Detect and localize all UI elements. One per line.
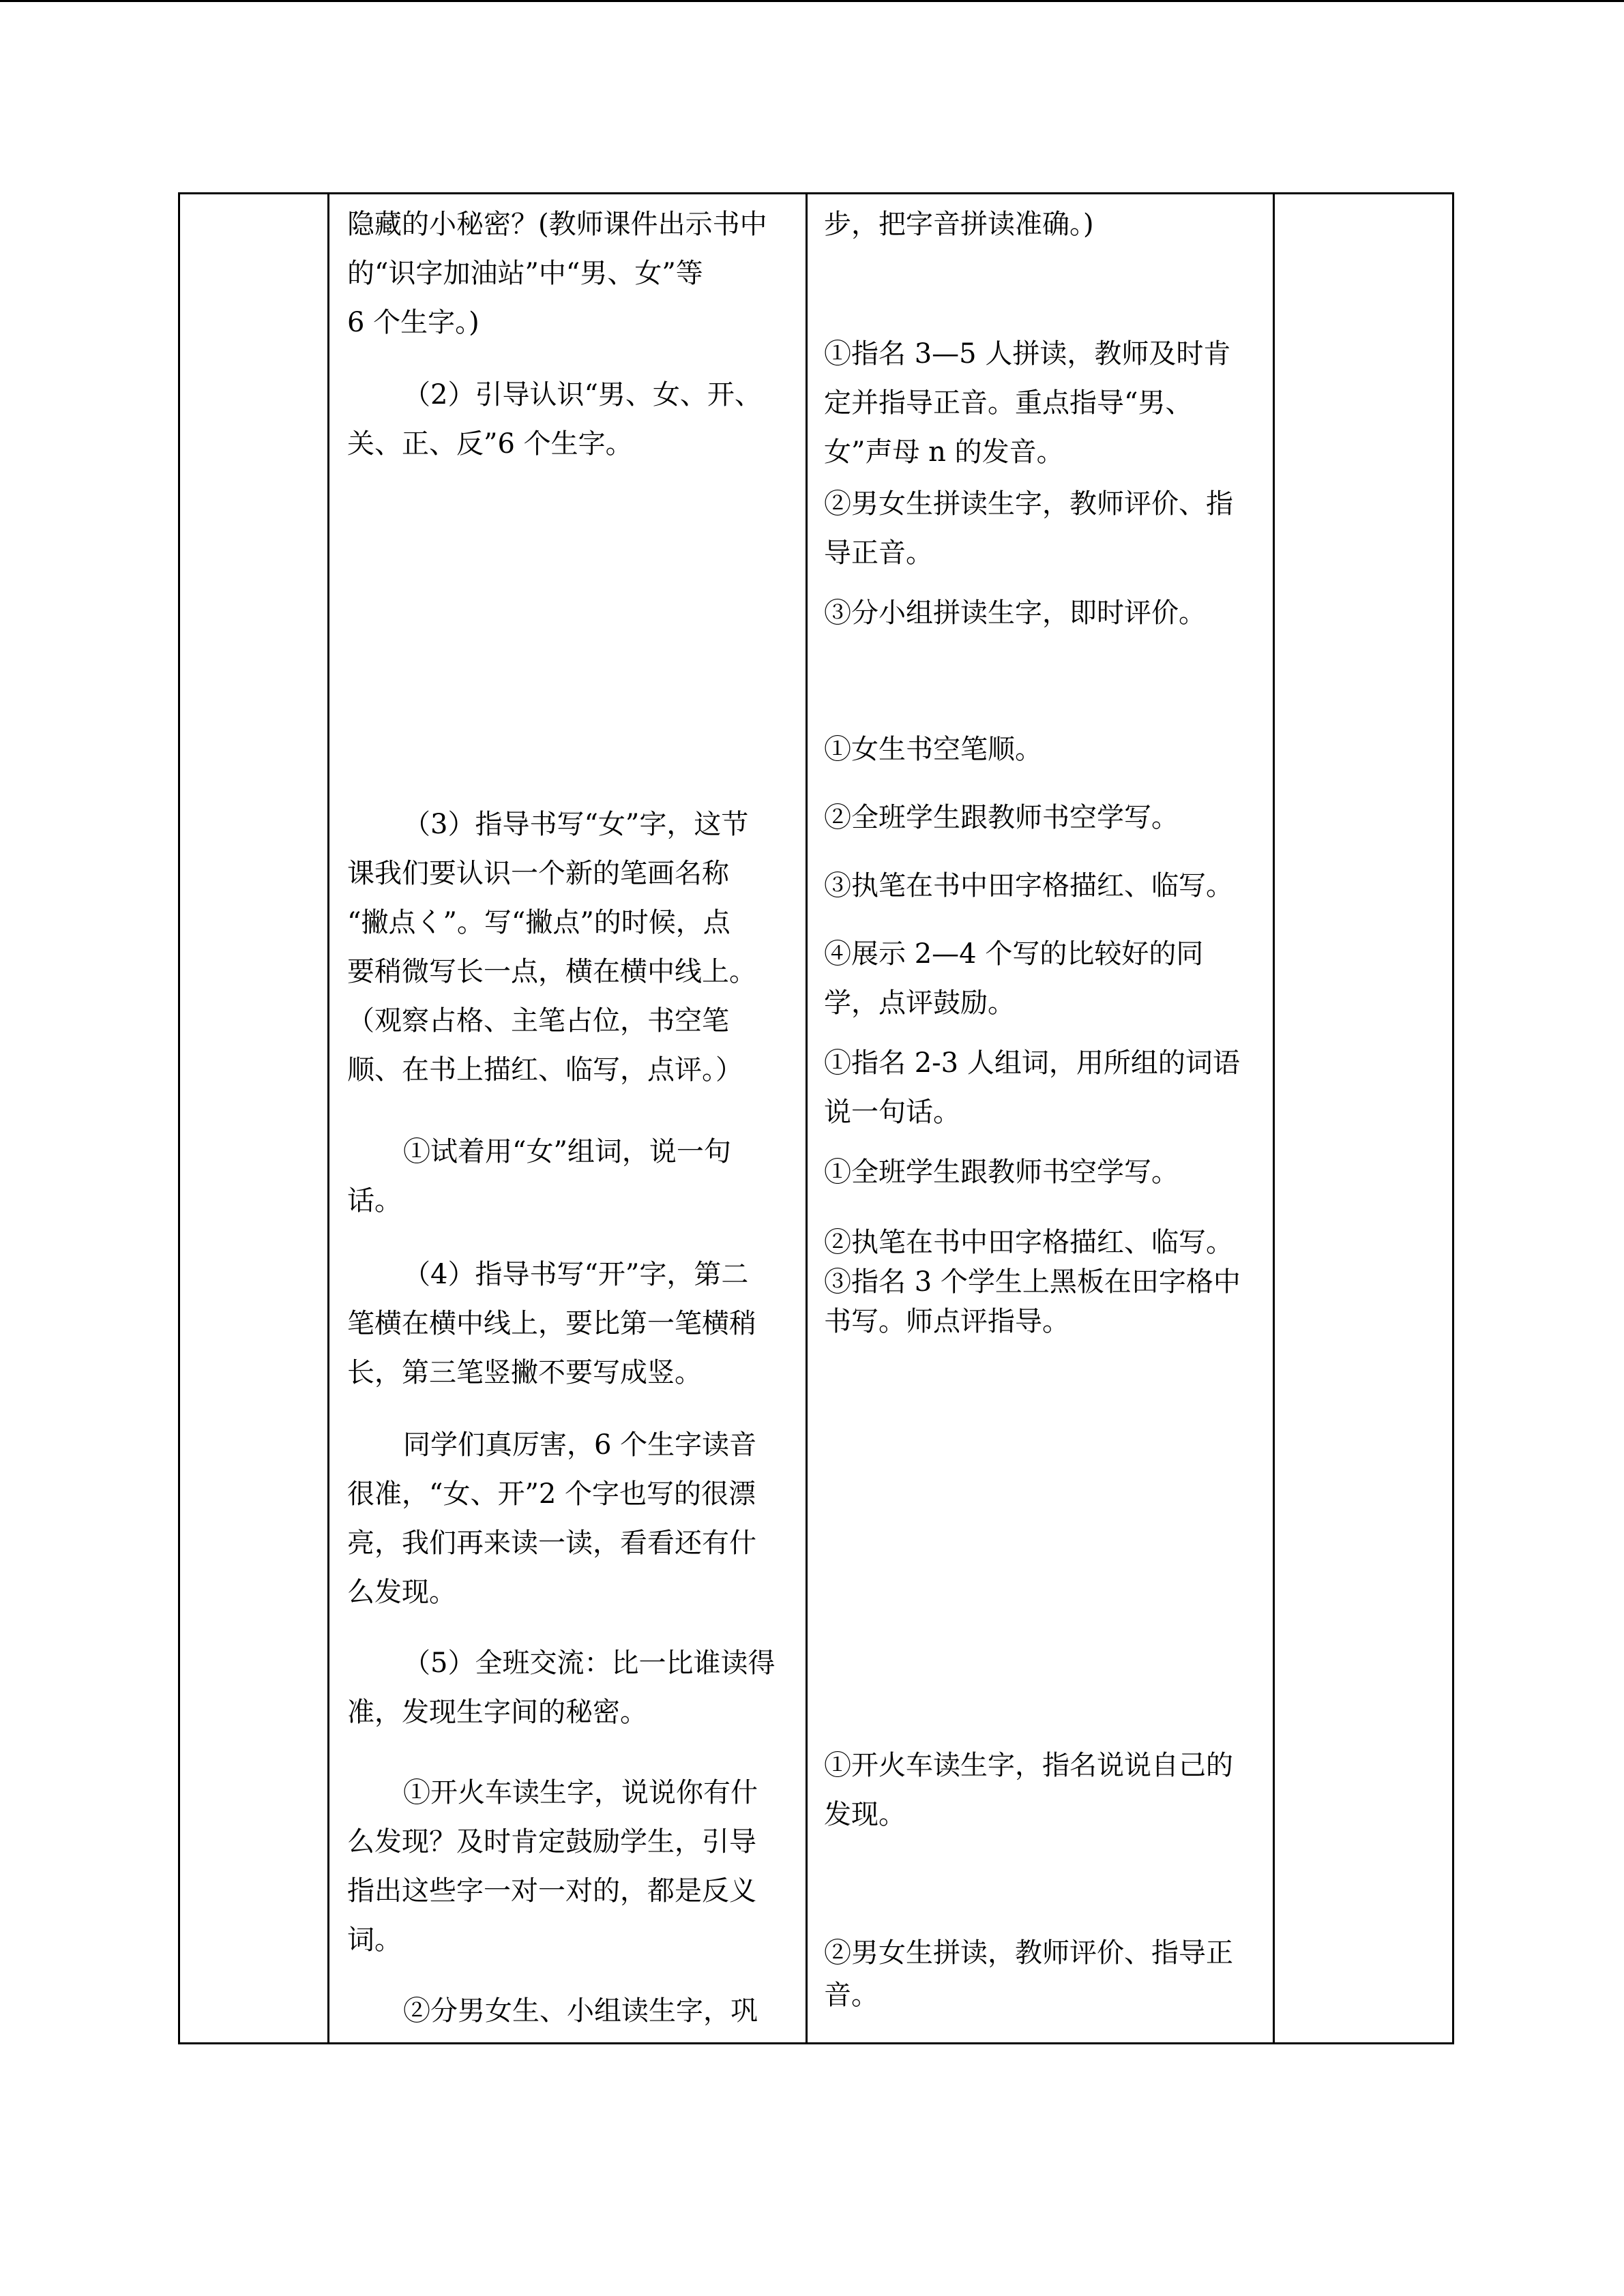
student-paragraph-4 bbox=[824, 588, 1206, 638]
text-line: ①指名 2-3 人组词，用所组的词语 bbox=[824, 1047, 1240, 1079]
text-line: 隐藏的小秘密？(教师课件出示书中 bbox=[347, 209, 767, 240]
student-paragraph-6 bbox=[824, 793, 1179, 842]
text-line: 书写。师点评指导。 bbox=[824, 1306, 1069, 1337]
text-line: （2）引导认识“男、女、开、 bbox=[403, 379, 762, 411]
text-line: 导正音。 bbox=[824, 537, 933, 569]
text-line: “撇点く”。写“撇点”的时候，点 bbox=[347, 907, 730, 938]
text-line: 音。 bbox=[824, 1980, 879, 2011]
text-line: ④展示 2—4 个写的比较好的同 bbox=[824, 938, 1204, 970]
text-line: 课我们要认识一个新的笔画名称 bbox=[347, 858, 729, 889]
text-line: 同学们真厉害，6 个生字读音 bbox=[403, 1429, 757, 1461]
teacher-paragraph-8 bbox=[347, 1768, 758, 1965]
teacher-paragraph-2 bbox=[347, 370, 762, 468]
text-line: （5）全班交流：比一比谁读得 bbox=[403, 1648, 776, 1679]
text-line: 么发现。 bbox=[347, 1577, 456, 1608]
student-paragraph-7 bbox=[824, 861, 1233, 910]
teacher-paragraph-1 bbox=[347, 200, 767, 347]
text-line: 么发现？及时肯定鼓励学生，引导 bbox=[347, 1826, 756, 1858]
text-line: 长，第三笔竖撇不要写成竖。 bbox=[347, 1357, 702, 1388]
teacher-paragraph-3 bbox=[347, 800, 756, 1094]
student-paragraph-1 bbox=[824, 200, 1094, 249]
table-cell-notes bbox=[1275, 194, 1452, 2042]
text-line: 发现。 bbox=[824, 1799, 906, 1830]
text-line: 的“识字加油站”中“男、女”等 bbox=[347, 258, 703, 289]
text-line: ③执笔在书中田字格描红、临写。 bbox=[824, 870, 1233, 901]
student-paragraph-9 bbox=[824, 1039, 1240, 1137]
text-line: （3）指导书写“女”字，这节 bbox=[403, 809, 749, 840]
text-line: ③指名 3 个学生上黑板在田字格中 bbox=[824, 1266, 1241, 1298]
student-paragraph-11 bbox=[824, 1223, 1241, 1341]
text-line: 准，发现生字间的秘密。 bbox=[347, 1697, 647, 1728]
student-paragraph-3 bbox=[824, 479, 1233, 578]
table-cell-section bbox=[180, 194, 327, 2042]
teacher-paragraph-6 bbox=[347, 1420, 757, 1617]
text-line: ①开火车读生字，指名说说自己的 bbox=[824, 1750, 1233, 1781]
text-line: 要稍微写长一点，横在横中线上。 bbox=[347, 956, 756, 987]
text-line: 定并指导正音。重点指导“男、 bbox=[824, 387, 1193, 419]
text-line: 词。 bbox=[347, 1924, 402, 1956]
text-line: ③分小组拼读生字，即时评价。 bbox=[824, 597, 1206, 629]
text-line: 步，把字音拼读准确。) bbox=[824, 209, 1094, 240]
text-line: ①女生书空笔顺。 bbox=[824, 734, 1042, 765]
student-paragraph-10 bbox=[824, 1148, 1179, 1197]
text-line: 笔横在横中线上，要比第一笔横稍 bbox=[347, 1308, 756, 1339]
text-line: ①指名 3—5 人拼读，教师及时肯 bbox=[824, 338, 1231, 370]
text-line: ②分男女生、小组读生字，巩 bbox=[403, 1995, 758, 2027]
text-line: ②男女生拼读生字，教师评价、指 bbox=[824, 488, 1233, 520]
page-top-border bbox=[0, 0, 1624, 2]
text-line: 很准，“女、开”2 个字也写的很漂 bbox=[347, 1478, 756, 1510]
student-paragraph-8 bbox=[824, 929, 1203, 1028]
text-line: ①全班学生跟教师书空学写。 bbox=[824, 1157, 1179, 1188]
text-line: 亮，我们再来读一读，看看还有什 bbox=[347, 1527, 756, 1559]
teacher-paragraph-9 bbox=[403, 1986, 758, 2036]
student-paragraph-2 bbox=[824, 329, 1230, 477]
teacher-paragraph-5 bbox=[347, 1250, 756, 1397]
text-line: ②全班学生跟教师书空学写。 bbox=[824, 802, 1179, 833]
text-line: ②男女生拼读，教师评价、指导正 bbox=[824, 1937, 1233, 1969]
teacher-paragraph-4 bbox=[347, 1127, 731, 1225]
text-line: ①开火车读生字，说说你有什 bbox=[403, 1777, 758, 1808]
teacher-paragraph-7 bbox=[347, 1639, 776, 1737]
lesson-plan-table bbox=[178, 192, 1454, 2044]
text-line: 说一句话。 bbox=[824, 1097, 960, 1128]
text-line: （4）指导书写“开”字，第二 bbox=[403, 1259, 749, 1290]
text-line: ②执笔在书中田字格描红、临写。 bbox=[824, 1227, 1233, 1258]
text-line: 话。 bbox=[347, 1185, 402, 1217]
text-line: ①试着用“女”组词，说一句 bbox=[403, 1136, 731, 1167]
text-line: 顺、在书上描红、临写，点评。） bbox=[347, 1054, 743, 1086]
student-paragraph-12 bbox=[824, 1741, 1233, 1839]
text-line: 女”声母 n 的发音。 bbox=[824, 436, 1064, 468]
student-paragraph-5 bbox=[824, 725, 1042, 774]
text-line: 关、正、反”6 个生字。 bbox=[347, 428, 633, 460]
student-paragraph-13 bbox=[824, 1932, 1233, 2016]
student-activity-cell bbox=[808, 194, 1273, 2042]
text-line: 学，点评鼓励。 bbox=[824, 987, 1015, 1019]
text-line: 指出这些字一对一对的，都是反义 bbox=[347, 1875, 756, 1907]
teacher-activity-cell bbox=[329, 194, 806, 2042]
text-line: 6 个生字。) bbox=[347, 307, 479, 338]
text-line: （观察占格、主笔占位，书空笔 bbox=[347, 1005, 729, 1037]
